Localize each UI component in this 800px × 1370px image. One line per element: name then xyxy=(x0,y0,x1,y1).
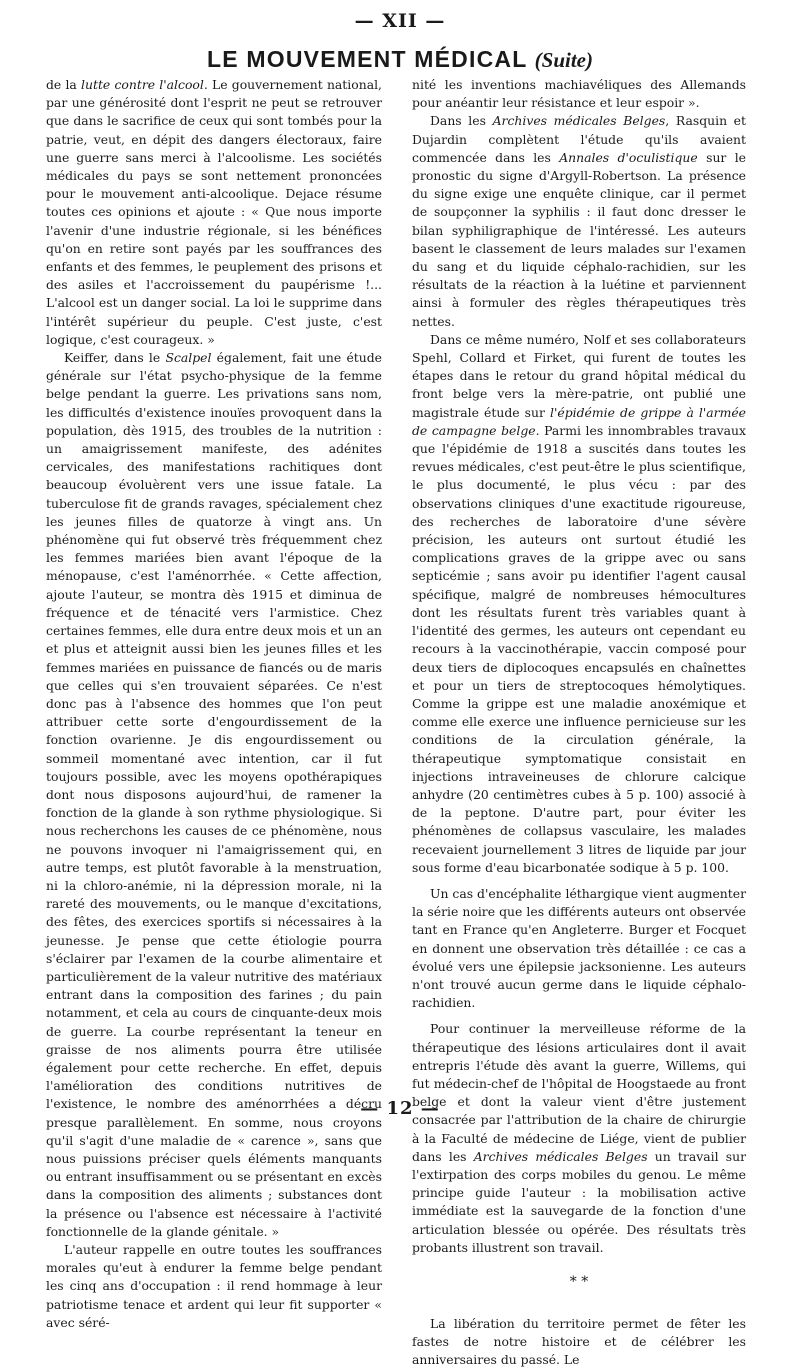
italic-phrase: lutte contre l'alcool xyxy=(81,77,204,92)
paragraph-continuation: nité les inventions machiavéliques des Allemands pour anéantir leur résistance et leur espoir ». xyxy=(412,77,746,111)
study-title-grippe: l'épidémie de grippe à l'armée de campagne belge xyxy=(412,404,747,438)
page-title xyxy=(0,46,800,73)
paragraph-souffrances: L'auteur rappelle en outre toutes les souffrances morales qu'eut à endurer la femme belge pendant les cinq ans d'occupation : il rend hommage à leur patriotisme tenace et ardent qui leur fit supporter « avec séré- xyxy=(46,1242,382,1330)
asterism-separator: * * xyxy=(569,1274,589,1290)
journal-title-scalpel: Scalpel xyxy=(165,350,212,366)
page-number-roman: — XII — xyxy=(354,10,446,32)
journal-title-annales: Annales d'oculistique xyxy=(559,149,698,165)
paragraph-keiffer: Keiffer, dans le Scalpel également, fait une étude générale sur l'état psycho-physique de la femme belge pendant la guerre. Les privations sans nom, les difficultés d'existence inouïes provoquent dans la population, dès 1915, des troubles de la nutrition : un amaigrissement manifeste, des adénites cervicales, des manifestations rachitiques dont beaucoup évoluèrent vers une issue fatale. La tuberculose fit de grands ravages, spécialement chez les jeunes filles de quatorze à vingt ans. Un phénomène qui fut observé très fréquemment chez les femmes mariées bien avant l'époque de la ménopause, c'est l'aménorrhée. « Cette affection, ajoute l'auteur, se montra dès 1915 et diminua de fréquence et de ténacité vers l'armistice. Chez certaines femmes, elle dura entre deux mois et un an et plus et atteignit aussi bien les jeunes filles et les femmes mariées en puissance de fiancés ou de maris que celles qui s'en trouvaient séparées. Ce n'est donc pas à l'absence des hommes que l'on peut attribuer cette sorte d'engourdissement de la fonction ovarienne. Je dis engourdissement ou sommeil momentané avec intention, car il fut toujours possible, avec les moyens opothérapiques dont nous disposons aujourd'hui, de ramener la fonction de la glande à son rythme physiologique. Si nous recherchons les causes de ce phénomène, nous ne pouvons invoquer ni l'amaigrissement qui, en autre temps, est plutôt favorable à la menstruation, ni la chloro-anémie, ni la dépression morale, ni la rareté des mouvements, ou le manque d'excitations, des fêtes, des exercices sportifs si nécessaires à la jeunesse. Je pense que cette étiologie pourra s'éclairer par l'examen de la courbe alimentaire et particulièrement de la valeur nutritive des matériaux entrant dans la composition des farines ; du pain notamment, et cela au cours de cinquante-deux mois de guerre. La courbe représentant la teneur en graisse de nos aliments pourra être utilisée également pour cette recherche. En effet, depuis l'amélioration des conditions nutritives de l'existence, le nombre des aménorrhées a décru presque parallèlement. En somme, nous croyons qu'il s'agit d'une maladie de « carence », sans que nous puissions préciser quels éléments manquants ou entrant insuffisamment ou se présentant en excès dans la composition des aliments ; substances dont la présence ou l'absence est nécessaire à l'activité fonctionnelle de la glande génitale. » xyxy=(46,350,383,1239)
paragraph-grippe: Dans ce même numéro, Nolf et ses collaborateurs Spehl, Collard et Firket, qui furent de toutes les étapes dans le retour du grand hôpital médical du front belge vers la mère-patrie, ont publié une magistrale étude sur l'épidémie de grippe à l'armée de campagne belge. Parmi les innombrables travaux que l'épidémie de 1918 a suscités dans toutes les revues médicales, c'est peut-être le plus scientifique, le plus documenté, le plus vécu : par des observations cliniques d'une exactitude rigoureuse, des recherches de laboratoire d'une sévère précision, les auteurs ont surtout étudié les complications graves de la grippe avec ou sans septicémie ; sans avoir pu identifier l'agent causal spécifique, malgré de nombreuses hémocultures dont les résultats furent très variables quant à l'identité des germes, les auteurs ont cependant eu recours à la vaccinothérapie, vaccin composé pour deux tiers de diplocoques encapsulés en chaînettes et pour un tiers de streptocoques hémolytiques. Comme la grippe est une maladie anoxémique et comme elle exerce une influence pernicieuse sur les conditions de la circulation générale, la thérapeutique symptomatique consistait en injections intraveineuses de chlorure calcique anhydre (20 centimètres cubes à 5 p. 100) associé à de la peptone. D'autre part, pour éviter les phénomènes de collapsus vasculaire, les malades recevaient journellement 3 litres de liquide par jour sous forme d'eau bicarbonatée sodique à 5 p. 100. xyxy=(412,331,747,875)
right-column xyxy=(412,76,746,1370)
left-column xyxy=(46,76,382,1332)
paragraph-encephalite: Un cas d'encéphalite léthargique vient augmenter la série noire que les différents auteurs ont observée tant en France qu'en Angleterre. Burger et Focquet en donnent une observation très détaillée : ce cas a évolué vers une épilepsie jacksonienne. Les auteurs n'ont trouvé aucun germe dans le liquide céphalo-rachidien. xyxy=(412,885,746,1011)
paragraph-willems: Pour continuer la merveilleuse réforme de la thérapeutique des lésions articulaires dont il avait entrepris l'étude dès avant la guerre, Willems, qui fut médecin-chef de l'hôpital de Hoogstaede au front belge et dont la valeur vient d'être justement consacrée par l'attribution de la chaire de chirurgie à la Faculté de médecine de Liége, vient de publier dans les Archives médicales Belges un travail sur l'extirpation des corps mobiles du genou. Le même principe guide l'auteur : la mobilisation active immédiate est la sauvegarde de la fonction d'une articulation blessée ou opérée. Des résultats très probants illustrent son travail. xyxy=(412,1021,746,1255)
page-number: — 12 — xyxy=(360,1098,440,1119)
journal-title-archives-2: Archives médicales Belges xyxy=(473,1148,648,1164)
title-suffix: (Suite) xyxy=(534,48,593,72)
journal-title-archives: Archives médicales Belges xyxy=(492,113,666,129)
paragraph-argyll-robertson: Dans les Archives médicales Belges, Rasquin et Dujardin complètent l'étude qu'ils avaient commencée dans les Annales d'oculistique sur le pronostic du signe d'Argyll-Robertson. La présence du signe exige une enquête clinique, car il permet de soupçonner la syphilis : il faut donc dresser le bilan syphiligraphique de l'intéressé. Les auteurs basent le classement de leurs malades sur l'examen du sang et du liquide céphalo-rachidien, sur les résultats de la réaction à la luétine et parviennent ainsi à formuler des règles thérapeutiques très nettes. xyxy=(412,113,746,329)
paragraph-lutte-alcool: de la lutte contre l'alcool. Le gouvernement national, par une générosité dont l'esprit ne peut se retrouver que dans le sacrifice de ceux qui sont tombés pour la patrie, veut, en dépit des dangers électoraux, faire une guerre sans merci à l'alcoolisme. Les sociétés médicales du pays se sont nettement prononcées pour le mouvement anti-alcoolique. Dejace résume toutes ces opinions et ajoute : « Que nous importe l'avenir d'une industrie régionale, si les bénéfices qu'on en retire sont payés par les souffrances des enfants et des femmes, le peuplement des prisons et des asiles et l'accroissement du paupérisme !... L'alcool est un danger social. La loi le supprime dans l'intérêt supérieur du peuple. C'est juste, c'est logique, c'est courageux. » xyxy=(46,77,382,347)
title-text: LE MOUVEMENT MÉDICAL xyxy=(207,46,528,72)
paragraph-liberation: La libération du territoire permet de fêter les fastes de notre histoire et de célébrer les anniversaires du passé. Le xyxy=(412,1316,746,1368)
